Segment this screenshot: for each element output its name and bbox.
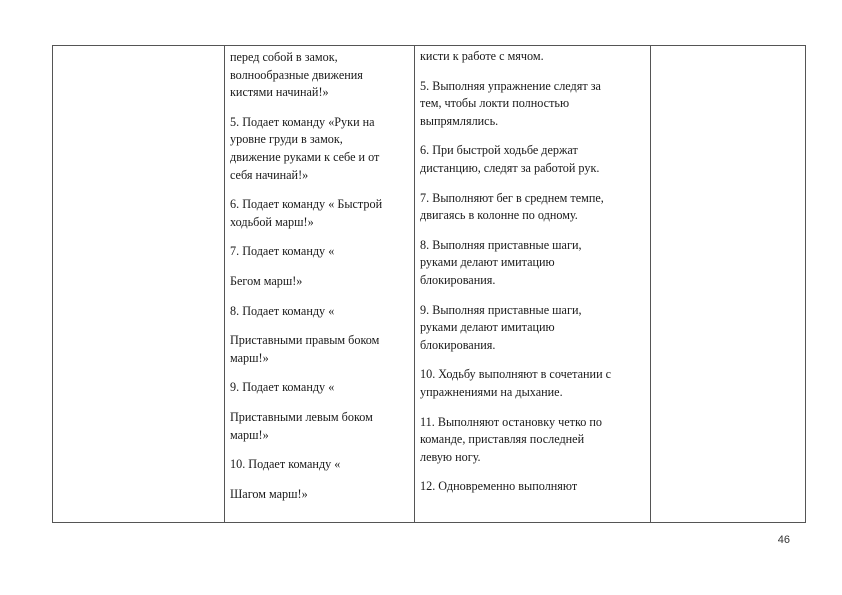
- paragraph: 5. Выполняя упражнение следят за тем, чтобы локти полностью выпрямлялись.: [420, 78, 601, 128]
- paragraph: 10. Подает команду «: [230, 457, 341, 472]
- paragraph: 6. При быстрой ходьбе держат дистанцию, следят за работой рук.: [420, 143, 600, 175]
- page-number: 46: [777, 534, 790, 546]
- paragraph: 8. Выполняя приставные шаги, руками делают имитацию блокирования.: [420, 237, 582, 287]
- guidelines-text: [415, 46, 650, 496]
- table-row: [53, 46, 806, 523]
- paragraph: 10. Ходьбу выполняют в сочетании с упражнениями на дыхание.: [420, 367, 612, 399]
- teacher-commands-text: [225, 46, 414, 503]
- paragraph: Приставными правым боком марш!»: [230, 333, 380, 365]
- paragraph: 8. Подает команду «: [230, 303, 335, 318]
- paragraph: 7. Подает команду «: [230, 244, 335, 259]
- paragraph: 6. Подает команду « Быстрой ходьбой марш!»: [230, 197, 383, 229]
- paragraph: кисти к работе с мячом.: [420, 49, 544, 63]
- paragraph: 7. Выполняют бег в среднем темпе, двигаясь в колонне по одному.: [420, 190, 604, 223]
- paragraph: 11. Выполняют остановку четко по команде, приставляя последней левую ногу.: [420, 414, 603, 464]
- lesson-plan-table: [52, 45, 806, 523]
- paragraph: 9. Выполняя приставные шаги, руками делают имитацию блокирования.: [420, 302, 582, 352]
- paragraph: Шагом марш!»: [230, 486, 308, 501]
- paragraph: 12. Одновременно выполняют: [420, 479, 578, 494]
- paragraph: Приставными левым боком марш!»: [230, 409, 373, 442]
- paragraph: 9. Подает команду «: [230, 380, 335, 395]
- table-cell-teacher-commands: [225, 46, 415, 523]
- table-cell-empty-left: [53, 46, 225, 523]
- paragraph: 5. Подает команду «Руки на уровне груди в замок, движение руками к себе и от себя начинай!»: [230, 114, 380, 182]
- table-cell-guidelines: [415, 46, 651, 523]
- paragraph: Бегом марш!»: [230, 273, 303, 288]
- table-cell-empty-right: [651, 46, 806, 523]
- paragraph: перед собой в замок, волнообразные движения кистями начинай!»: [230, 50, 363, 100]
